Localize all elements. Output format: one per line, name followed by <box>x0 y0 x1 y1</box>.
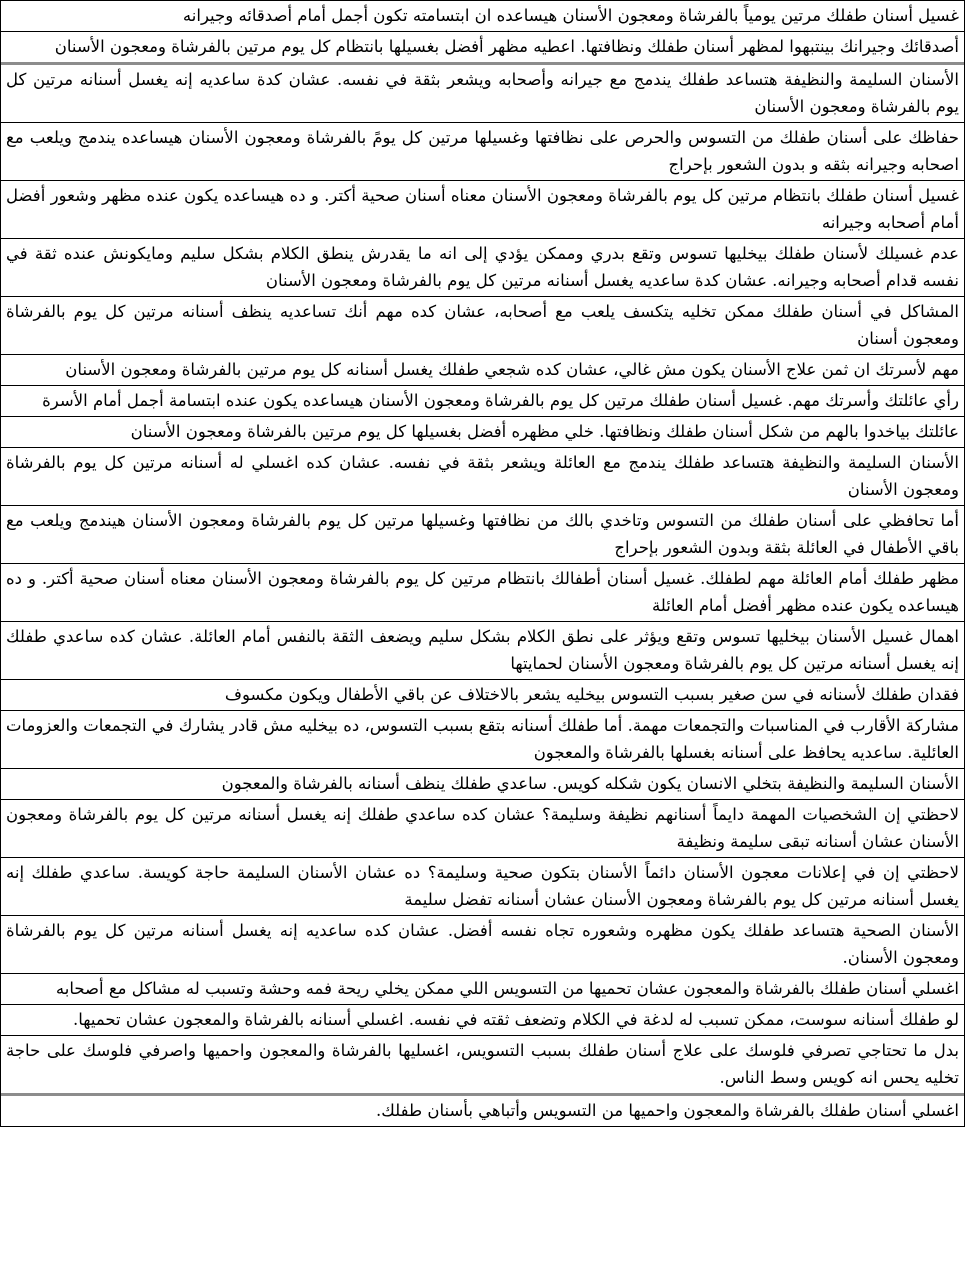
table-row <box>1 800 964 858</box>
table-row <box>1 1 964 32</box>
row-text: عائلتك بياخدوا بالهم من شكل أسنان طفلك ونظافتها. خلي مظهره أفضل بغسيلها كل يوم مرتين بالفرشاة ومعجون الأسنان <box>130 422 959 441</box>
row-text: عدم غسيلك لأسنان طفلك بيخليها تسوس وتقع بدري وممكن يؤدي إلى انه ما يقدرش ينطق الكلام بشكل سليم ومايكونش عنده ثقة في نفسه قدام أصحابه وجيرانه. عشان كدة ساعديه يغسل أسنانه مرتين كل يوم بالفرشاة ومعجون الأسنان <box>6 244 959 290</box>
row-text: غسيل أسنان طفلك بانتظام مرتين كل يوم بالفرشاة ومعجون الأسنان معناه أسنان صحية أكتر. و ده هيساعده يكون عنده مظهر وشعور أفضل أمام أصحابه وجيرانه <box>6 186 959 232</box>
table-row <box>1 622 964 680</box>
row-text: الأسنان السليمة والنظيفة بتخلي الانسان يكون شكله كويس. ساعدي طفلك ينظف أسنانه بالفرشاة والمعجون <box>221 774 959 793</box>
table-row <box>1 858 964 916</box>
row-text: اهمال غسيل الأسنان بيخليها تسوس وتقع ويؤثر على نطق الكلام بشكل سليم ويضعف الثقة بالنفس أمام العائلة. عشان كده ساعدي طفلك إنه يغسل أسنانه مرتين كل يوم بالفرشاة ومعجون الأسنان لحمايتها <box>6 627 959 673</box>
table-row <box>1 1036 964 1096</box>
table-row <box>1 123 964 181</box>
row-text: لو طفلك أسنانه سوست، ممكن تسبب له لدغة في الكلام وتضعف ثقته في نفسه. اغسلي أسنانه بالفرشاة والمعجون عشان تحميها. <box>73 1010 959 1029</box>
row-text: المشاكل في أسنان طفلك ممكن تخليه يتكسف يلعب مع أصحابه، عشان كده مهم أنك تساعديه ينظف أسنانه مرتين كل يوم بالفرشاة ومعجون أسنان <box>6 302 959 348</box>
table-row <box>1 680 964 711</box>
row-text: فقدان طفلك لأسنانه في سن صغير بسبب التسوس بيخليه يشعر بالاختلاف عن باقي الأطفال ويكون مكسوف <box>224 685 959 704</box>
table-row <box>1 386 964 417</box>
row-text: الأسنان السليمة والنظيفة هتساعد طفلك يندمج مع جيرانه وأصحابه ويشعر بثقة في نفسه. عشان كدة ساعديه إنه يغسل أسنانه مرتين كل يوم بالفرشاة ومعجون الأسنان <box>6 70 959 116</box>
row-text: أصدقائك وجيرانك بينتبهوا لمظهر أسنان طفلك ونظافتها. اعطيه مظهر أفضل بغسيلها بانتظام كل يوم مرتين بالفرشاة ومعجون الأسنان <box>54 37 959 56</box>
row-text: الأسنان السليمة والنظيفة هتساعد طفلك يندمج مع العائلة ويشعر بثقة في نفسه. عشان كده اغسلي له أسنانه مرتين كل يوم بالفرشاة ومعجون الأسنان <box>6 453 959 499</box>
table-row <box>1 564 964 622</box>
table-row <box>1 239 964 297</box>
row-text: حفاظك على أسنان طفلك من التسوس والحرص على نظافتها وغسيلها مرتين كل يومً بالفرشاة ومعجون الأسنان هيساعده يندمج ويلعب مع اصحابه وجيرانه بثقه و بدون الشعور بإحراج <box>6 128 959 174</box>
row-text: مشاركة الأقارب في المناسبات والتجمعات مهمة. أما طفلك أسنانه بتقع بسبب التسوس، ده بيخليه مش قادر يشارك في التجمعات والعزومات العائلية. ساعديه يحافظ على أسنانه بغسلها بالفرشاة والمعجون <box>6 716 959 762</box>
table-row <box>1 181 964 239</box>
table-row <box>1 711 964 769</box>
row-text: الأسنان الصحية هتساعد طفلك يكون مظهره وشعوره تجاه نفسه أفضل. عشان كده ساعديه إنه يغسل أسنانه مرتين كل يوم بالفرشاة ومعجون الأسنان. <box>6 921 959 967</box>
table-row <box>1 769 964 800</box>
row-text: رأي عائلتك وأسرتك مهم. غسيل أسنان طفلك مرتين كل يوم بالفرشاة ومعجون الأسنان هيساعده يكون عنده ابتسامة أجمل أمام الأسرة <box>42 391 959 410</box>
row-text: اغسلي أسنان طفلك بالفرشاة والمعجون عشان تحميها من التسويس اللي ممكن يخلي ريحة فمه وحشة وتسبب له مشاكل مع أصحابه <box>55 979 959 998</box>
row-text: بدل ما تحتاجي تصرفي فلوسك على علاج أسنان طفلك بسبب التسويس، اغسليها بالفرشاة والمعجون واحميها واصرفي فلوسك على حاجة تخليه يحس انه كويس وسط الناس. <box>6 1041 959 1087</box>
row-text: مهم لأسرتك ان ثمن علاج الأسنان يكون مش غالي، عشان كده شجعي طفلك يغسل أسنانه كل يوم مرتين بالفرشاة ومعجون الأسنان <box>65 360 959 379</box>
table-row <box>1 506 964 564</box>
table-row <box>1 65 964 123</box>
table-row <box>1 355 964 386</box>
table-row <box>1 297 964 355</box>
table-row <box>1 448 964 506</box>
table-row <box>1 1005 964 1036</box>
row-text: اغسلي أسنان طفلك بالفرشاة والمعجون واحميها من التسويس وأتباهي بأسنان طفلك. <box>376 1101 959 1120</box>
table-row <box>1 916 964 974</box>
row-text: مظهر طفلك أمام العائلة مهم لطفلك. غسيل أسنان أطفالك بانتظام مرتين كل يوم بالفرشاة ومعجون الأسنان معناه أسنان صحية أكتر. و ده هيساعده يكون عنده مظهر أفضل أمام العائلة <box>6 569 959 615</box>
row-text: لاحظتي إن في إعلانات معجون الأسنان دائماً الأسنان بتكون صحية وسليمة؟ ده عشان الأسنان السليمة حاجة كويسة. ساعدي طفلك إنه يغسل أسنانه مرتين كل يوم بالفرشاة ومعجون الأسنان عشان أسنانه تفضل سليمة <box>6 863 959 909</box>
table-row <box>1 1096 964 1127</box>
table-row <box>1 32 964 65</box>
table-row <box>1 974 964 1005</box>
table-row <box>1 417 964 448</box>
row-text: غسيل أسنان طفلك مرتين يومياً بالفرشاة ومعجون الأسنان هيساعده ان ابتسامته تكون أجمل أمام أصدقائه وجيرانه <box>182 6 959 25</box>
row-text: لاحظتي إن الشخصيات المهمة دايماً أسنانهم نظيفة وسليمة؟ عشان كده ساعدي طفلك إنه يغسل أسنانه مرتين كل يوم بالفرشاة ومعجون الأسنان عشان أسنانه تبقى سليمة ونظيفة <box>6 805 959 851</box>
row-text: أما تحافظي على أسنان طفلك من التسوس وتاخدي بالك من نظافتها وغسيلها مرتين كل يوم بالفرشاة ومعجون الأسنان هيندمج ويلعب مع باقي الأطفال في العائلة بثقة وبدون الشعور بإحراج <box>6 511 959 557</box>
